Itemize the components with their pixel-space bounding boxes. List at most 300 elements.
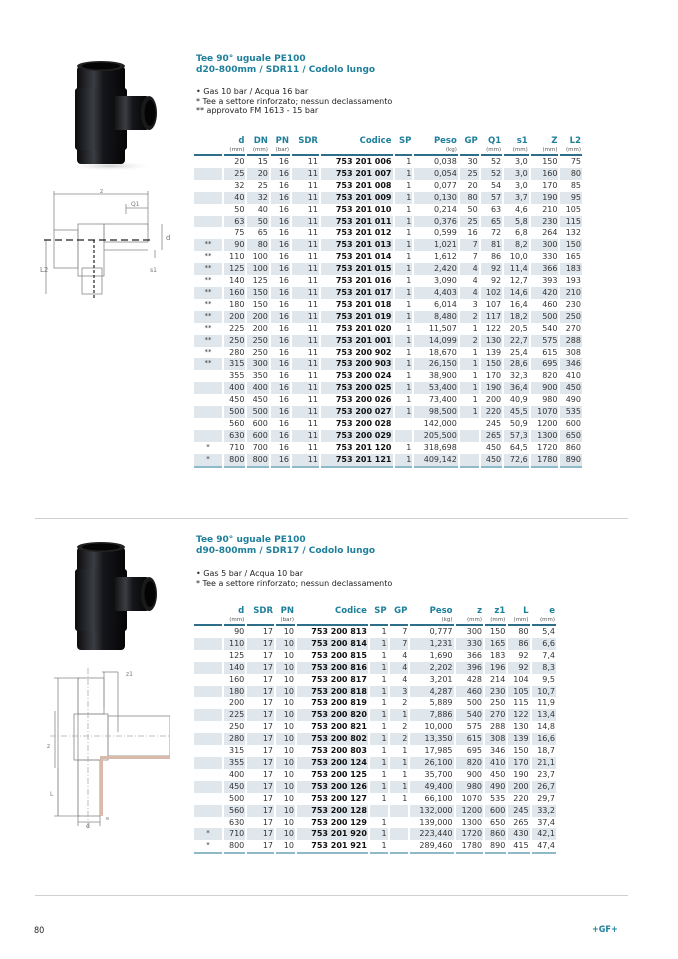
table-cell: 980	[456, 781, 484, 793]
table-cell: 265	[481, 430, 502, 442]
table-cell: 47,4	[537, 841, 555, 851]
table-cell: 1	[381, 698, 387, 708]
table-cell: 50	[234, 204, 245, 214]
table-cell: 1720	[537, 442, 558, 452]
table-cell: 450	[229, 395, 245, 405]
footnote-marker: **	[204, 299, 212, 308]
table-cell: 1	[395, 311, 413, 323]
column-header	[460, 136, 479, 154]
table-cell: 366	[466, 650, 483, 660]
table-cell: 16	[278, 228, 289, 238]
column-header-label: d	[238, 136, 245, 146]
table-row	[194, 287, 582, 299]
table-cell: 11	[307, 418, 318, 428]
column-header-label: SDR	[253, 606, 273, 616]
table-cell: 102	[481, 287, 502, 299]
footnote-marker	[194, 192, 222, 204]
column-header	[395, 136, 413, 154]
column-header	[224, 606, 245, 624]
column-header	[532, 606, 556, 624]
table-cell: 315	[224, 358, 245, 370]
table-cell: 1	[370, 662, 388, 674]
footnote-marker	[194, 817, 222, 829]
table-cell: 150	[490, 627, 506, 636]
table-cell: 53,400	[414, 382, 458, 394]
table-row	[194, 347, 582, 359]
column-unit: (mm)	[542, 147, 558, 153]
product-code: 753 200 128	[297, 805, 368, 817]
table-cell: 180	[224, 686, 245, 698]
table-cell: 23,7	[537, 769, 555, 779]
table-cell	[460, 430, 479, 442]
footnote-marker	[194, 394, 222, 406]
table-cell: 26,150	[414, 358, 458, 370]
table-cell: 615	[542, 347, 558, 357]
column-header	[390, 606, 409, 624]
product-code: 753 201 121	[321, 454, 393, 466]
table-cell: 32	[234, 180, 245, 190]
table-cell: 25	[224, 168, 245, 180]
table-cell: 10	[276, 828, 295, 840]
table-cell: 122	[508, 709, 529, 721]
table-cell: 6,8	[515, 228, 528, 238]
column-header	[456, 606, 484, 624]
product-code: 753 201 014	[335, 252, 392, 262]
product-code: 753 201 009	[321, 192, 393, 204]
product-code: 753 201 920	[297, 828, 368, 840]
table-cell: 16	[271, 287, 290, 299]
table-cell: 11	[307, 180, 318, 190]
table-cell: 540	[542, 323, 558, 333]
table-row	[194, 204, 582, 216]
column-header	[410, 606, 453, 624]
table-cell: 400	[247, 382, 268, 394]
table-cell: 2	[460, 311, 479, 323]
table-cell: 25	[257, 180, 268, 190]
footnote-marker	[194, 227, 222, 239]
table-cell: 20,5	[509, 323, 528, 333]
table-cell: 400	[224, 382, 245, 394]
table-cell: 460	[456, 686, 484, 698]
table-cell: 10	[283, 841, 294, 851]
table-cell: 16	[278, 299, 289, 309]
table-cell: 17	[247, 757, 274, 769]
table-cell: 11	[307, 442, 318, 452]
table-cell: 86	[508, 638, 529, 650]
table-cell: 396	[456, 662, 484, 674]
table-cell: 49,400	[410, 781, 453, 793]
table-cell: 110	[229, 252, 245, 262]
product-code: 753 200 126	[297, 781, 368, 793]
table-cell: 80	[460, 192, 479, 204]
table-cell: 18,7	[537, 746, 555, 756]
footnote-marker	[194, 168, 222, 180]
table-cell: 220	[481, 406, 502, 418]
table-row	[194, 263, 582, 275]
table-cell: 1	[402, 746, 408, 756]
table-cell: 125	[228, 650, 245, 660]
column-header	[531, 136, 559, 154]
footnote-marker: **	[204, 252, 212, 261]
product-code: 753 200 127	[311, 793, 367, 803]
table-cell: 17	[262, 769, 273, 779]
table-cell: 196	[485, 662, 506, 674]
table-cell: 1	[395, 263, 413, 275]
table-cell: 16	[271, 311, 290, 323]
table-cell: 32,3	[509, 371, 528, 381]
table-cell: 11	[292, 382, 319, 394]
column-header-label: DN	[253, 136, 268, 146]
footnote-marker: **	[204, 323, 212, 332]
column-header	[276, 606, 295, 624]
product-code: 753 201 018	[335, 299, 392, 309]
table-cell: 6,6	[532, 638, 556, 650]
product-code: 753 200 024	[335, 371, 392, 381]
table-cell: 4,403	[414, 287, 458, 299]
table-row	[194, 817, 556, 829]
product-code: 753 201 015	[321, 263, 393, 275]
table-cell: 500	[531, 311, 559, 323]
table-cell: 1,231	[410, 638, 453, 650]
product-code: 753 200 124	[297, 757, 368, 769]
table-cell: 17	[247, 638, 274, 650]
dim-label-z: z	[47, 743, 51, 750]
column-header-label: Peso	[433, 136, 457, 146]
table-row	[194, 662, 556, 674]
table-cell: 57,3	[504, 430, 529, 442]
footnote-marker	[194, 156, 222, 168]
table-cell: 450	[485, 442, 502, 452]
table-cell: 10	[283, 722, 294, 732]
table-cell: 16	[278, 180, 289, 190]
table-row	[194, 650, 556, 662]
table-row	[194, 418, 582, 430]
table-cell: 98,500	[414, 406, 458, 418]
column-header-label: PN	[280, 606, 294, 616]
table-cell: 183	[560, 263, 582, 275]
dim-label-d: d	[166, 234, 171, 242]
table-cell: 820	[456, 757, 484, 769]
table-cell: 1	[395, 382, 413, 394]
table-cell: 150	[247, 287, 268, 299]
table-cell: 16	[271, 192, 290, 204]
table-cell: 10	[276, 638, 295, 650]
table-cell: 165	[565, 252, 581, 262]
table-cell: 170	[508, 757, 529, 769]
column-unit: (mm)	[565, 147, 581, 153]
table-cell: 1	[395, 454, 413, 466]
table-cell: 11	[307, 252, 318, 262]
table-cell: 142,000	[423, 418, 457, 428]
table-cell: 600	[247, 430, 268, 442]
table-cell: 10	[283, 698, 294, 708]
table-cell: 250	[252, 347, 268, 357]
product-code: 753 200 029	[321, 430, 393, 442]
table-cell: 7,4	[542, 650, 555, 660]
table-cell: 40	[257, 204, 268, 214]
table-cell: 105	[565, 204, 581, 214]
footnote-marker: *	[206, 841, 210, 850]
table-cell: 132,000	[410, 805, 453, 817]
product-code: 753 200 903	[321, 358, 393, 370]
table-cell: 490	[485, 781, 506, 793]
table-cell: 3,090	[433, 276, 457, 286]
table-cell: 710	[224, 828, 245, 840]
table-cell: 11,9	[537, 698, 555, 708]
table-cell: 800	[228, 841, 245, 851]
table-cell: 50	[247, 216, 268, 228]
table-cell: 1	[395, 216, 413, 228]
table-cell: 8,2	[504, 239, 529, 251]
table-cell: 11	[292, 263, 319, 275]
table-row	[194, 454, 582, 466]
table-cell: 125	[224, 263, 245, 275]
footnote-marker	[194, 805, 222, 817]
table-cell	[460, 418, 479, 430]
table-cell: 16	[278, 395, 289, 405]
table-cell: 11	[292, 287, 319, 299]
table-cell: 200	[247, 311, 268, 323]
table-cell: 150	[481, 358, 502, 370]
table-cell: 11	[292, 358, 319, 370]
table-cell: 430	[508, 828, 529, 840]
table-cell: 695	[466, 746, 483, 756]
table-cell: 346	[490, 746, 506, 756]
table-row	[194, 626, 556, 638]
table-cell: 160	[224, 287, 245, 299]
footnote-marker	[194, 650, 222, 662]
table-cell: 30	[467, 157, 478, 166]
table-cell: 16	[271, 239, 290, 251]
table-cell: 225	[229, 323, 245, 333]
table-cell: 17	[262, 841, 273, 851]
table-cell: 38,900	[428, 371, 457, 381]
footnote-marker	[194, 204, 222, 216]
table-cell: 26,7	[532, 781, 556, 793]
table-cell: 150	[513, 746, 529, 756]
table-cell: 117	[481, 311, 502, 323]
table-cell: 20	[467, 180, 478, 190]
table-cell: 265	[513, 817, 529, 827]
section2-notes	[196, 569, 392, 588]
table-row	[194, 769, 556, 781]
table-row	[194, 275, 582, 287]
table-cell: 11	[292, 406, 319, 418]
table-cell: 1	[381, 746, 387, 756]
table-cell: 1	[370, 686, 388, 698]
table-cell: 230	[485, 686, 506, 698]
table-cell: 288	[560, 335, 582, 347]
table-cell: 2	[460, 335, 479, 347]
table-cell: 17	[247, 805, 274, 817]
table-cell: 190	[481, 382, 502, 394]
table-cell: 11	[307, 323, 318, 333]
product-code: 753 200 802	[297, 733, 368, 745]
table-cell: 16	[271, 430, 290, 442]
table-cell: 86	[490, 252, 502, 262]
column-header	[370, 606, 388, 624]
table-cell: 16	[271, 335, 290, 347]
column-unit	[298, 616, 367, 624]
column-unit	[195, 141, 221, 149]
footnote-marker	[194, 430, 222, 442]
table-cell: 300	[531, 239, 559, 251]
footnote-marker: **	[204, 276, 212, 285]
table-cell: 308	[565, 347, 581, 357]
table-cell: 20	[247, 168, 268, 180]
table-row	[194, 840, 556, 852]
footnote-marker	[194, 781, 222, 793]
table-cell: 630	[224, 430, 245, 442]
table-cell: 1	[406, 276, 412, 286]
footnote-marker: **	[194, 335, 222, 347]
dim-label-e: e	[106, 816, 110, 822]
table-cell: 535	[490, 793, 506, 803]
table-cell: 16	[271, 382, 290, 394]
table-cell: 2	[402, 698, 408, 708]
column-unit	[371, 616, 387, 624]
table-cell: 420	[531, 287, 559, 299]
table-end-rule	[194, 852, 556, 854]
table-cell: 289,460	[419, 841, 453, 851]
table-row	[194, 216, 582, 228]
table-cell: 205,500	[414, 430, 458, 442]
table-cell: 308	[485, 733, 506, 745]
dim-label-d: d	[86, 823, 90, 828]
table-cell: 8,3	[532, 662, 556, 674]
table-cell: 160	[228, 674, 245, 684]
table-cell: 409,142	[414, 454, 458, 466]
table-cell: 25,4	[509, 347, 528, 357]
table-cell: 140	[229, 276, 245, 286]
table-cell: 11	[307, 347, 318, 357]
table-cell: 10	[283, 769, 294, 779]
footnote-marker	[194, 216, 222, 228]
column-header	[297, 606, 368, 624]
table-cell: 1070	[461, 793, 483, 803]
table-cell: 80	[518, 627, 529, 636]
table-cell: 35,700	[424, 769, 453, 779]
table-cell: 860	[565, 442, 581, 452]
table-cell: 1	[406, 228, 412, 238]
footnote-marker	[194, 674, 222, 686]
table-cell: 33,2	[532, 805, 556, 817]
table-cell: 95	[560, 192, 582, 204]
dim-label-s1: s1	[150, 267, 157, 274]
table-cell: 1	[381, 769, 387, 779]
product-code: 753 201 001	[321, 335, 393, 347]
table-cell: 1	[472, 323, 478, 333]
table-row	[194, 757, 556, 769]
footnote-marker: *	[194, 454, 222, 466]
footnote-marker	[194, 757, 222, 769]
table-row	[194, 793, 556, 805]
table-cell: 1	[460, 358, 479, 370]
table-cell: 1	[381, 793, 387, 803]
table-cell: 10	[283, 746, 294, 756]
page-number: 80	[34, 926, 45, 936]
table-cell: 12,7	[509, 276, 528, 286]
table-cell: 18,670	[428, 347, 457, 357]
table-cell: 17	[247, 709, 274, 721]
column-header-label: Codice	[359, 136, 392, 146]
table-cell: 500	[247, 406, 268, 418]
table-cell: 650	[490, 817, 506, 827]
table-cell: 16,4	[509, 299, 528, 309]
table-cell: 450	[560, 382, 582, 394]
table-cell: 107	[485, 299, 502, 309]
table-cell: 65	[481, 216, 502, 228]
table-cell: 1	[395, 192, 413, 204]
table-cell	[390, 840, 409, 852]
product-code: 753 201 011	[321, 216, 393, 228]
table-cell: 1	[395, 335, 413, 347]
tee-dimension-drawing	[30, 668, 170, 828]
table-cell: 100	[252, 252, 268, 262]
column-header	[247, 136, 268, 154]
table-cell: 50,9	[509, 418, 528, 428]
table-cell: 90	[234, 627, 245, 636]
table-cell	[460, 442, 479, 454]
table-cell: 250	[490, 698, 506, 708]
column-header-label: s1	[516, 136, 528, 146]
table-cell: 1	[460, 382, 479, 394]
footnote-marker	[194, 793, 222, 805]
tee-dimension-drawing	[40, 188, 190, 298]
table-cell: 1	[472, 371, 478, 381]
table-row	[194, 781, 556, 793]
table-row	[194, 828, 556, 840]
table-cell: 615	[456, 733, 484, 745]
table-cell: 180	[229, 299, 245, 309]
table-cell: 11	[292, 454, 319, 466]
table-cell: 10	[283, 793, 294, 803]
table-cell: 100	[247, 263, 268, 275]
product-code: 753 200 025	[321, 382, 393, 394]
table-cell: 415	[513, 841, 529, 851]
table-row	[194, 382, 582, 394]
column-unit: (bar)	[280, 617, 294, 623]
table-cell: 500	[224, 406, 245, 418]
table-cell: 490	[565, 395, 581, 405]
column-header-label: z1	[494, 606, 506, 616]
column-header-label: Q1	[488, 136, 502, 146]
table-cell: 26,100	[410, 757, 453, 769]
table-cell: 560	[229, 418, 245, 428]
footnote-marker: **	[194, 358, 222, 370]
table-cell: 11	[292, 430, 319, 442]
table-cell: 17	[247, 733, 274, 745]
table-cell: 11	[307, 228, 318, 238]
table-row	[194, 638, 556, 650]
table-cell: 52	[490, 157, 502, 166]
table-cell: 1	[370, 828, 388, 840]
table-cell: 16	[271, 454, 290, 466]
table-row	[194, 805, 556, 817]
table-cell: 16	[271, 216, 290, 228]
column-header-label: SP	[398, 136, 412, 146]
column-header-label: L	[523, 606, 529, 616]
table-cell: 1	[381, 841, 387, 851]
footnote-marker: *	[206, 442, 210, 451]
table-cell: 1	[395, 358, 413, 370]
table-row	[194, 430, 582, 442]
table-cell: 14,6	[504, 287, 529, 299]
table-cell: 6,014	[433, 299, 457, 309]
table-cell: 10	[276, 733, 295, 745]
table-cell: 1300	[461, 817, 483, 827]
table-cell: 4,287	[410, 686, 453, 698]
